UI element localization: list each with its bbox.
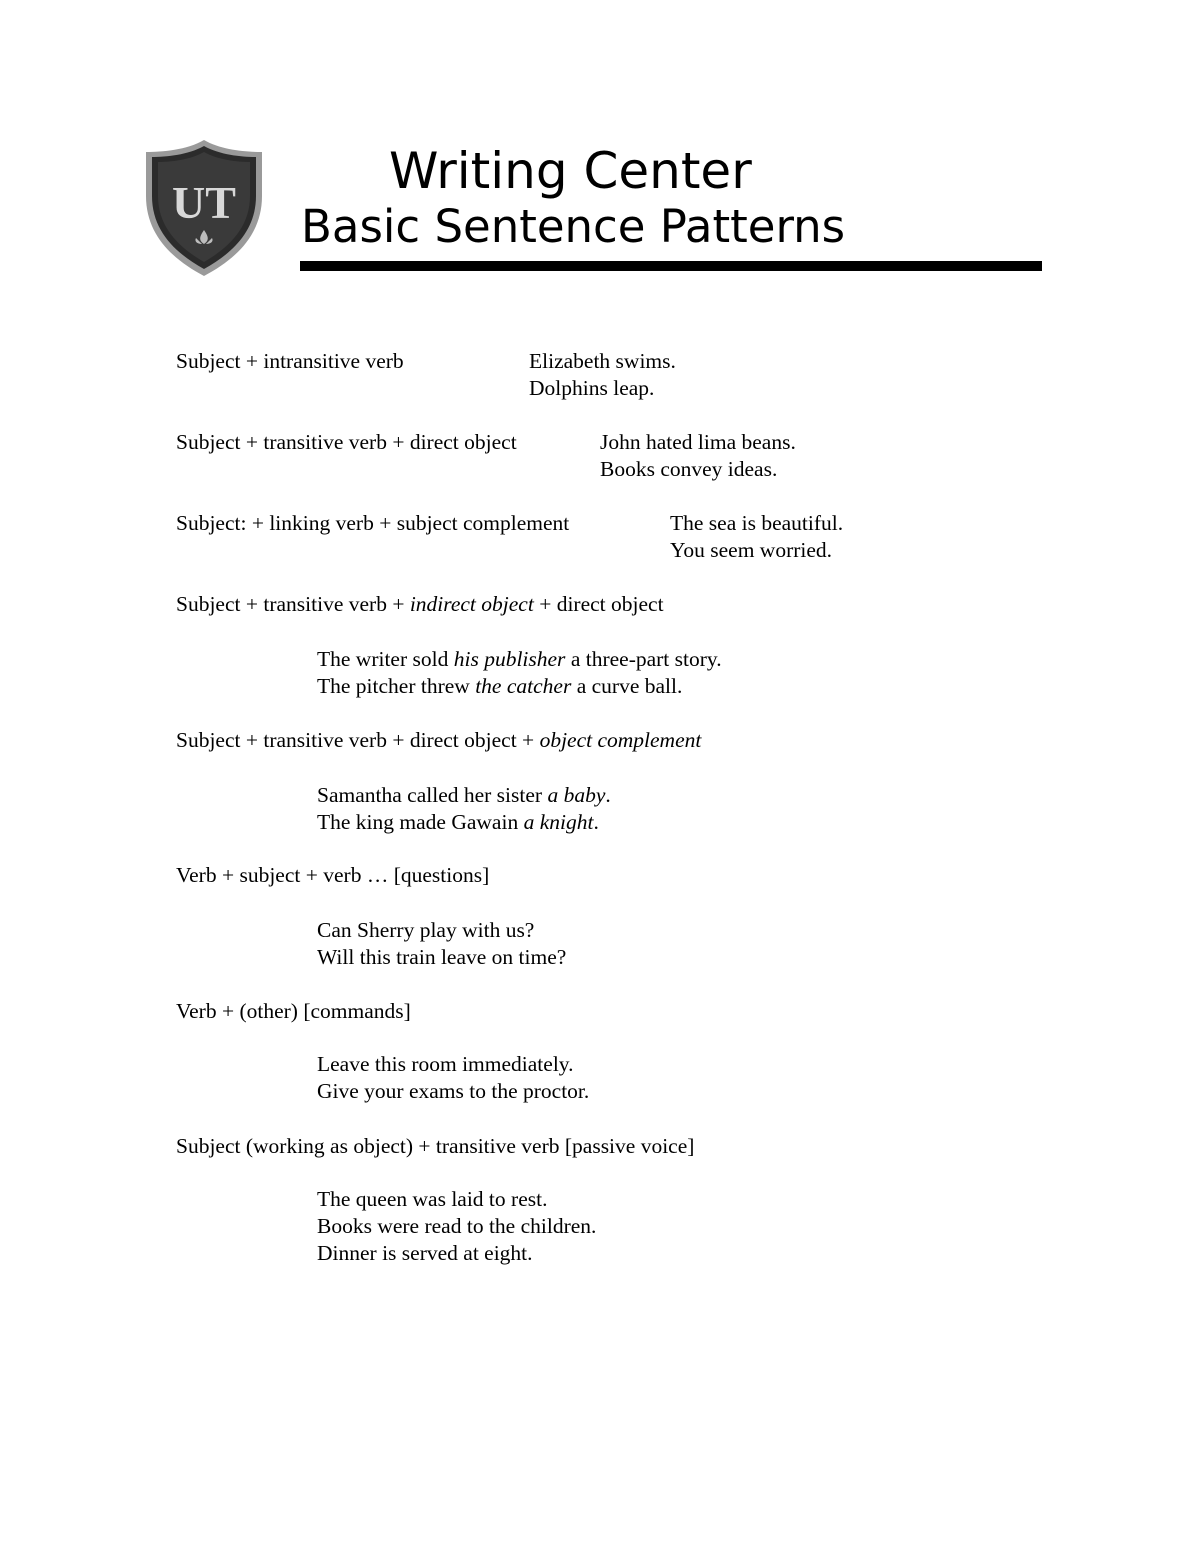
example-sentence	[317, 1186, 547, 1213]
ut-shield-logo	[142, 138, 266, 278]
example-sentence	[670, 537, 832, 564]
pattern-formula	[176, 348, 404, 375]
emphasized-text: a knight	[523, 810, 594, 834]
text-segment: Will this train leave on time?	[317, 945, 567, 969]
text-segment: Leave this room immediately.	[317, 1052, 574, 1076]
pattern-formula	[176, 429, 517, 456]
page-title: Writing Center	[389, 142, 752, 200]
text-segment: .	[593, 810, 599, 834]
pattern-formula	[176, 727, 701, 754]
text-segment: Dolphins leap.	[529, 376, 655, 400]
text-segment: Subject + intransitive verb	[176, 349, 404, 373]
example-sentence	[317, 673, 682, 700]
example-sentence	[670, 510, 843, 537]
pattern-formula	[176, 862, 489, 889]
example-sentence	[317, 1240, 533, 1267]
text-segment: The sea is beautiful.	[670, 511, 844, 535]
text-segment: Books were read to the children.	[317, 1214, 597, 1238]
text-segment: The king made Gawain	[317, 810, 524, 834]
text-segment: The queen was laid to rest.	[317, 1187, 548, 1211]
emphasized-text: object complement	[539, 728, 702, 752]
example-sentence	[317, 1078, 589, 1105]
text-segment: Verb + (other) [commands]	[176, 999, 411, 1023]
text-segment: Can Sherry play with us?	[317, 918, 535, 942]
text-segment: Subject + transitive verb +	[176, 592, 410, 616]
text-segment: .	[605, 783, 611, 807]
example-sentence	[529, 375, 654, 402]
pattern-formula	[176, 510, 569, 537]
text-segment: Give your exams to the proctor.	[317, 1079, 590, 1103]
header-rule	[300, 261, 1042, 271]
example-sentence	[317, 1051, 574, 1078]
text-segment: Elizabeth swims.	[529, 349, 676, 373]
text-segment: Verb + subject + verb … [questions]	[176, 863, 490, 887]
example-sentence	[317, 944, 566, 971]
text-segment: You seem worried.	[670, 538, 833, 562]
example-sentence	[600, 429, 796, 456]
example-sentence	[317, 809, 599, 836]
emphasized-text: indirect object	[409, 592, 534, 616]
text-segment: Dinner is served at eight.	[317, 1241, 533, 1265]
emphasized-text: the catcher	[475, 674, 572, 698]
text-segment: + direct object	[533, 592, 664, 616]
example-sentence	[317, 917, 534, 944]
emphasized-text: his publisher	[453, 647, 566, 671]
logo-text: UT	[172, 177, 236, 228]
text-segment: Subject (working as object) + transitive verb [passive voice]	[176, 1134, 695, 1158]
text-segment: a curve ball.	[571, 674, 683, 698]
text-segment: Samantha called her sister	[317, 783, 548, 807]
text-segment: John hated lima beans.	[600, 430, 796, 454]
text-segment: Subject: + linking verb + subject complement	[176, 511, 570, 535]
pattern-formula	[176, 1133, 694, 1160]
text-segment: Subject + transitive verb + direct object	[176, 430, 517, 454]
text-segment: Subject + transitive verb + direct object +	[176, 728, 540, 752]
text-segment: Books convey ideas.	[600, 457, 778, 481]
text-segment: The pitcher threw	[317, 674, 476, 698]
text-segment: a three-part story.	[565, 647, 722, 671]
example-sentence	[317, 1213, 596, 1240]
page-subtitle: Basic Sentence Patterns	[301, 200, 846, 253]
pattern-formula	[176, 591, 664, 618]
pattern-formula	[176, 998, 411, 1025]
example-sentence	[317, 646, 722, 673]
text-segment: The writer sold	[317, 647, 454, 671]
emphasized-text: a baby	[547, 783, 606, 807]
example-sentence	[529, 348, 676, 375]
example-sentence	[600, 456, 777, 483]
example-sentence	[317, 782, 611, 809]
